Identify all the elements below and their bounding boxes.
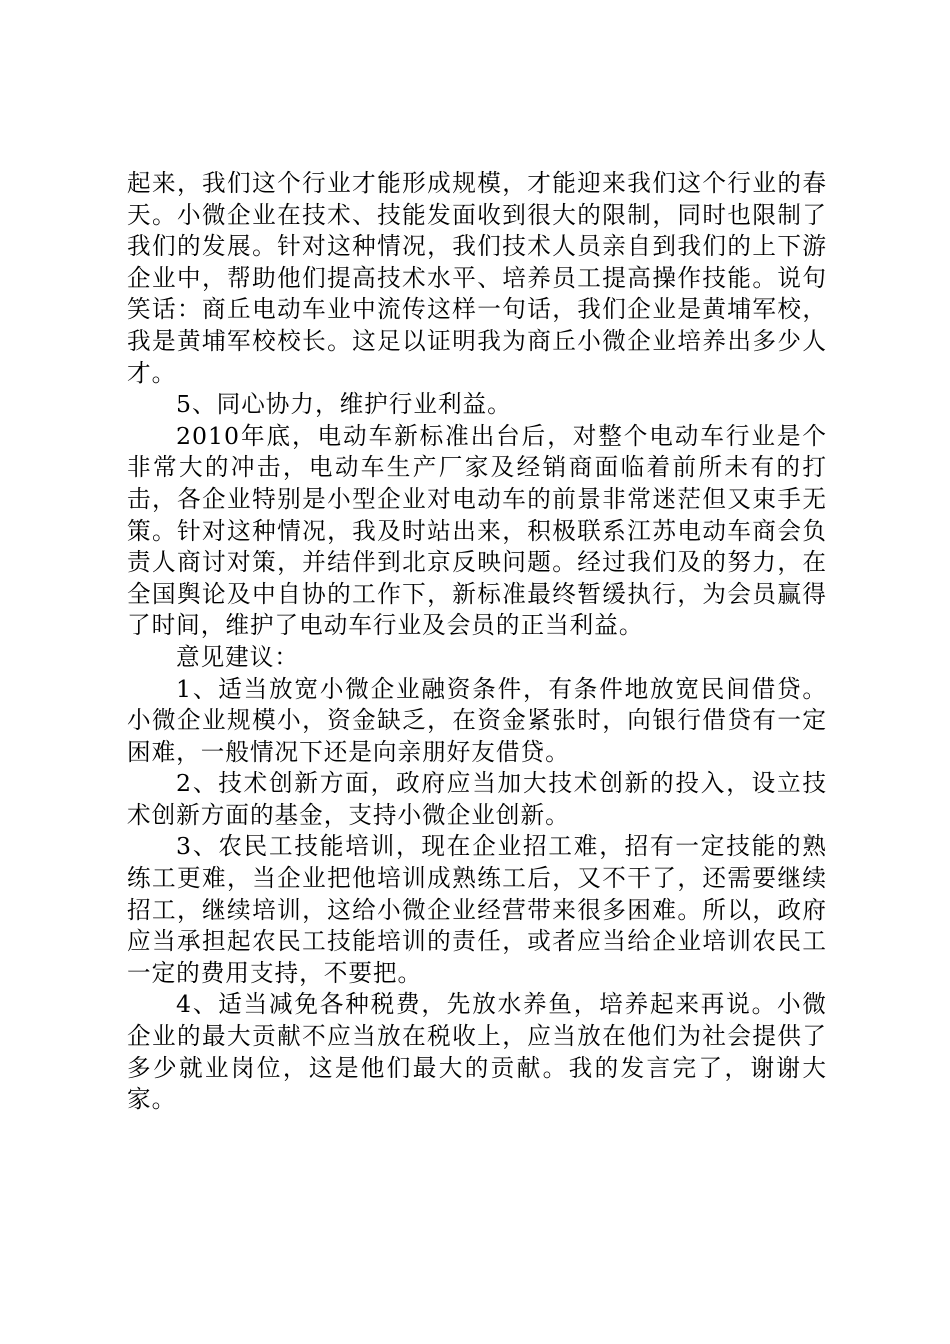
document-body: [127, 168, 827, 1116]
paragraph-suggestion-4: 4、适当减免各种税费，先放水养鱼，培养起来再说。小微企业的最大贡献不应当放在税收上，应当放在他们为社会提供了多少就业岗位，这是他们最大的贡献。我的发言完了，谢谢大家。: [127, 990, 827, 1114]
paragraph-continuation: 起来，我们这个行业才能形成规模，才能迎来我们这个行业的春天。小微企业在技术、技能发面收到很大的限制，同时也限制了我们的发展。针对这种情况，我们技术人员亲自到我们的上下游企业中，帮助他们提高技术水平、培养员工提高操作技能。说句笑话：商丘电动车业中流传这样一句话，我们企业是黄埔军校，我是黄埔军校校长。这足以证明我为商丘小微企业培养出多少人才。: [127, 169, 827, 387]
paragraph-heading-5: 5、同心协力，维护行业利益。: [176, 390, 512, 419]
paragraph-suggestion-1: 1、适当放宽小微企业融资条件，有条件地放宽民间借贷。小微企业规模小，资金缺乏，在资金紧张时，向银行借贷有一定困难，一般情况下还是向亲朋好友借贷。: [127, 674, 827, 766]
paragraph-suggestion-2: 2、技术创新方面，政府应当加大技术创新的投入，设立技术创新方面的基金，支持小微企业创新。: [127, 769, 827, 829]
paragraph-suggestions-heading: 意见建议：: [176, 642, 299, 671]
paragraph-2010-standard: 2010年底，电动车新标准出台后，对整个电动车行业是个非常大的冲击，电动车生产厂家及经销商面临着前所未有的打击，各企业特别是小型企业对电动车的前景非常迷茫但又束手无策。针对这种情况，我及时站出来，积极联系江苏电动车商会负责人商讨对策，并结伴到北京反映问题。经过我们及的努力，在全国舆论及中自协的工作下，新标准最终暂缓执行，为会员赢得了时间，维护了电动车行业及会员的正当利益。: [127, 421, 827, 640]
paragraph-suggestion-3: 3、农民工技能培训，现在企业招工难，招有一定技能的熟练工更难，当企业把他培训成熟练工后，又不干了，还需要继续招工，继续培训，这给小微企业经营带来很多困难。所以，政府应当承担起农民工技能培训的责任，或者应当给企业培训农民工一定的费用支持，不要把。: [127, 832, 827, 987]
